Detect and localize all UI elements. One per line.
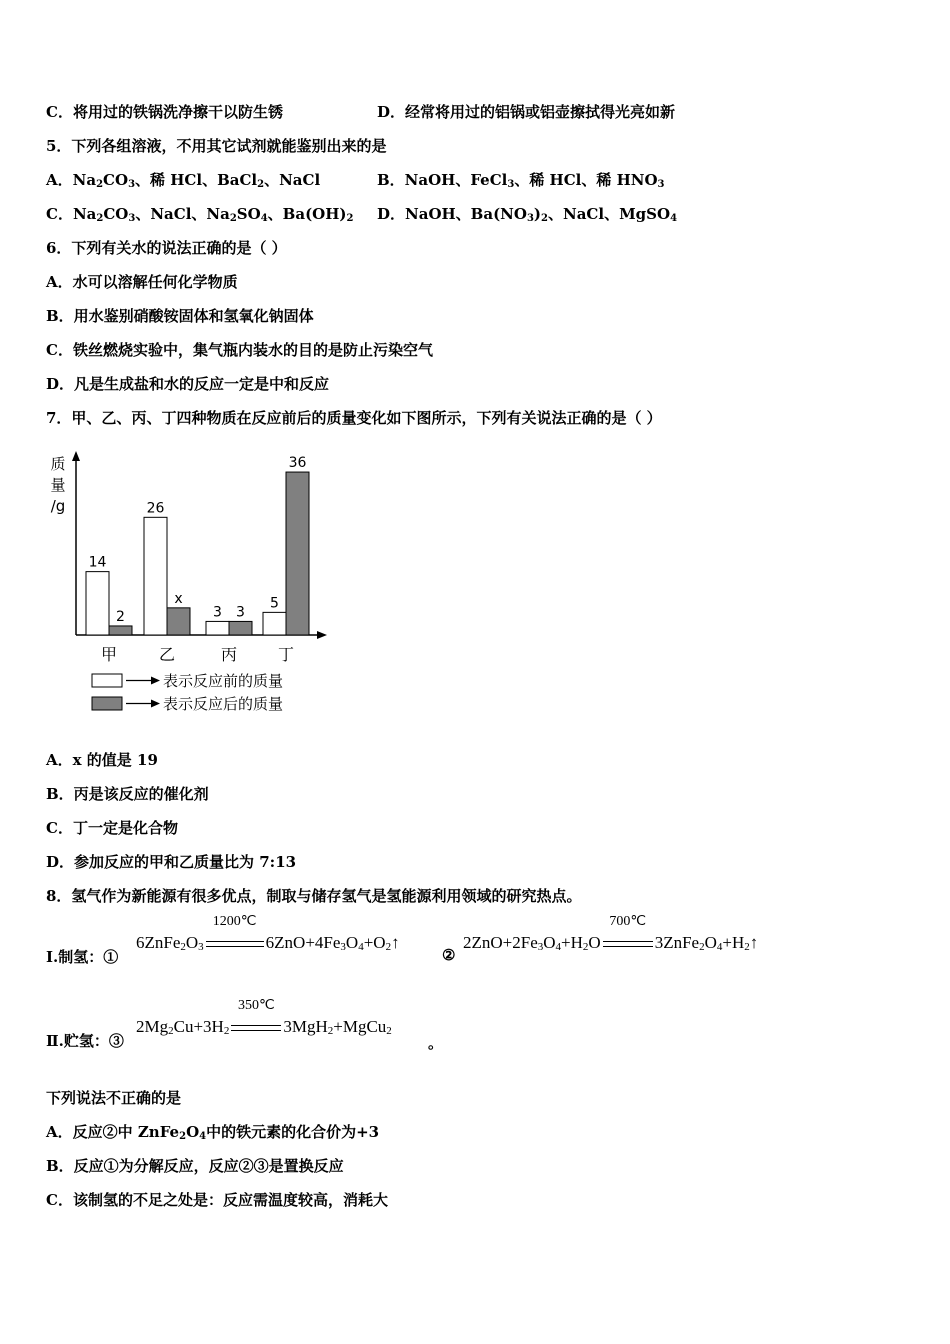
mass-bar-chart xyxy=(40,445,340,725)
q5-option-d: D．NaOH、$Ba(NO_3)_2$、NaCl、MgSO$_4$ xyxy=(377,205,678,224)
legend-arrow-head xyxy=(151,700,160,708)
q5-option-a: A．$Na_2CO_3$、稀 HCl、BaCl$_2$、NaCl xyxy=(46,171,321,190)
q6-option-c: C．铁丝燃烧实验中，集气瓶内装水的目的是防止污染空气 xyxy=(46,341,433,359)
q6-option-b: B．用水鉴别硝酸铵固体和氢氧化钠固体 xyxy=(46,307,314,325)
bar-value-label: x xyxy=(174,590,183,607)
bar-value-label: 14 xyxy=(88,554,107,571)
bar-after xyxy=(286,472,309,635)
legend-label: 表示反应前的质量 xyxy=(163,672,284,690)
bar-before xyxy=(263,612,286,635)
bar-value-label: 2 xyxy=(116,608,125,625)
bar-value-label: 36 xyxy=(288,455,307,472)
x-tick-label: 丙 xyxy=(220,645,238,664)
eq1-condition: 1200℃ xyxy=(212,914,257,929)
chart-y-label xyxy=(50,455,65,515)
eq3-end: 。 xyxy=(428,1034,444,1052)
q5-stem: 5．下列各组溶液，不用其它试剂就能鉴别出来的是 xyxy=(46,137,387,155)
q7-option-c: C．丁一定是化合物 xyxy=(46,819,178,837)
bar-value-label: 3 xyxy=(236,604,245,621)
x-tick-label: 乙 xyxy=(158,645,176,664)
legend-swatch xyxy=(92,697,122,710)
equation-3: $2Mg_2Cu+3H_2$ 350℃ 3MgH$_2$+MgCu$_2$ xyxy=(136,998,392,1037)
eq3-condition: 350℃ xyxy=(237,998,275,1013)
q8-option-a: A．反应②中 $ZnFe_2O_4$中的铁元素的化合价为+3 xyxy=(46,1123,380,1142)
q6-option-d: D．凡是生成盐和水的反应一定是中和反应 xyxy=(46,375,330,393)
bar-value-label: 3 xyxy=(213,604,222,621)
q7-option-a: A．x 的值是 19 xyxy=(46,751,158,769)
y-axis-arrow xyxy=(72,451,80,461)
q4-option-d: D．经常将用过的铝锅或铝壶擦拭得光亮如新 xyxy=(377,103,676,121)
eq2-label: ② xyxy=(442,946,456,964)
y-label-char: /g xyxy=(50,497,66,515)
x-axis-arrow xyxy=(317,631,327,639)
q5-option-b: B．NaOH、FeCl$_3$、稀 HCl、稀 $HNO_3$ xyxy=(377,171,665,190)
q7-option-d: D．参加反应的甲和乙质量比为 7:13 xyxy=(46,853,297,871)
q6-stem: 6．下列有关水的说法正确的是（ ） xyxy=(46,239,287,257)
q5-option-c: C．$Na_2CO_3$、NaCl、$Na_2SO_4$、$Ba(OH)_2$ xyxy=(46,205,354,224)
q7-option-b: B．丙是该反应的催化剂 xyxy=(46,785,209,803)
y-label-char: 质 xyxy=(50,455,66,473)
y-label-char: 量 xyxy=(50,476,66,494)
equation-1: $6ZnFe_2O_3$ 1200℃ $6ZnO+4Fe_3O_4+O_2↑$ xyxy=(136,914,400,953)
legend-swatch xyxy=(92,674,122,687)
legend-arrow-head xyxy=(151,677,160,685)
q7-stem: 7．甲、乙、丙、丁四种物质在反应前后的质量变化如下图所示，下列有关说法正确的是（ ） xyxy=(46,409,662,427)
bar-value-label: 5 xyxy=(270,595,279,612)
q6-option-a: A．水可以溶解任何化学物质 xyxy=(46,273,238,291)
bar-after xyxy=(229,621,252,635)
x-tick-label: 丁 xyxy=(277,645,295,664)
bar-after xyxy=(109,626,132,635)
q8-option-b: B．反应①为分解反应，反应②③是置换反应 xyxy=(46,1157,344,1175)
q4-option-c: C．将用过的铁锅洗净擦干以防生锈 xyxy=(46,103,283,121)
q8-question: 下列说法不正确的是 xyxy=(46,1089,182,1107)
q8-option-c: C．该制氢的不足之处是：反应需温度较高，消耗大 xyxy=(46,1191,388,1209)
bar-value-label: 26 xyxy=(146,500,165,517)
bar-before xyxy=(206,621,229,635)
legend-label: 表示反应后的质量 xyxy=(163,695,284,713)
part2-label: Ⅱ.贮氢：③ xyxy=(46,1032,124,1050)
bar-before xyxy=(144,517,167,635)
bar-after xyxy=(167,608,190,635)
bar-before xyxy=(86,572,109,635)
part1-label: Ⅰ.制氢：① xyxy=(46,948,119,966)
eq2-condition: 700℃ xyxy=(609,914,647,929)
q8-stem: 8．氢气作为新能源有很多优点，制取与储存氢气是氢能源利用领域的研究热点。 xyxy=(46,887,582,905)
x-tick-label: 甲 xyxy=(100,645,118,664)
equation-2: $2ZnO+2Fe_3O_4+H_2O$ 700℃ $3ZnFe_2O_4+H_2↑$ xyxy=(463,914,759,953)
